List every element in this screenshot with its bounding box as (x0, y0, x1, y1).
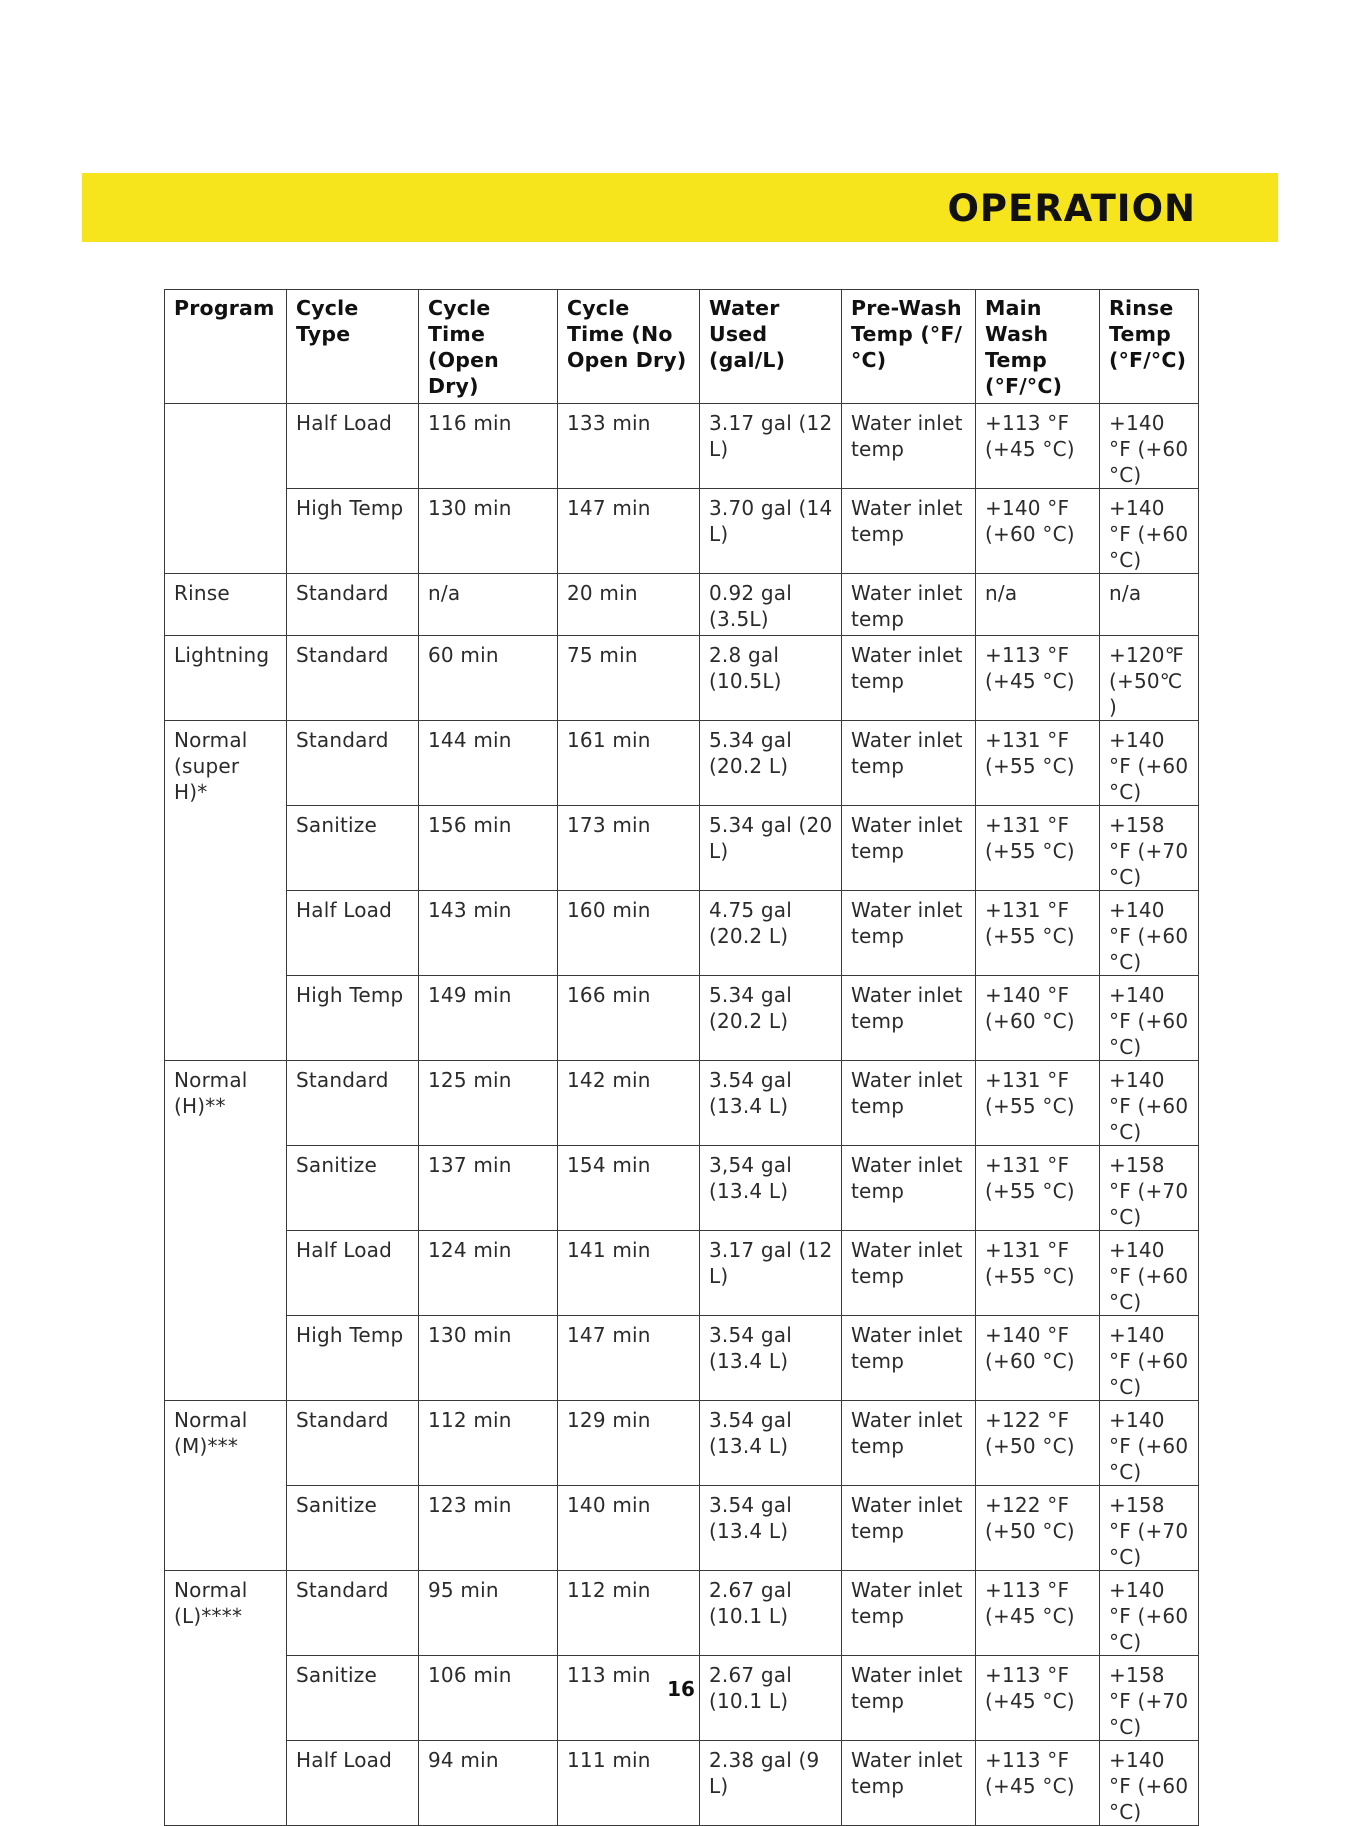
pre-wash-temp-cell: Water inlet temp (842, 1401, 976, 1486)
table-header-row (165, 290, 1199, 404)
cycle-time-open-dry-cell: 143 min (419, 891, 558, 976)
cycle-time-no-open-dry-cell: 133 min (558, 404, 700, 489)
table-row (165, 1061, 1199, 1146)
column-header-water-used: Water Used (gal/L) (700, 290, 842, 404)
pre-wash-temp-cell: Water inlet temp (842, 1316, 976, 1401)
table-row (165, 1486, 1199, 1571)
water-used-cell: 3.17 gal (12 L) (700, 1231, 842, 1316)
main-wash-temp-cell: +122 °F (+50 °C) (976, 1486, 1100, 1571)
water-used-cell: 3.54 gal (13.4 L) (700, 1401, 842, 1486)
cycle-time-no-open-dry-cell: 160 min (558, 891, 700, 976)
rinse-temp-cell: +140 °F (+60 °C) (1100, 1231, 1199, 1316)
pre-wash-temp-cell: Water inlet temp (842, 806, 976, 891)
rinse-temp-cell: +120℉ (+50℃ ) (1100, 636, 1199, 721)
main-wash-temp-cell: +113 °F (+45 °C) (976, 1571, 1100, 1656)
column-header-main-wash-temp: Main Wash Temp (°F/°C) (976, 290, 1100, 404)
cycle-time-no-open-dry-cell: 75 min (558, 636, 700, 721)
pre-wash-temp-cell: Water inlet temp (842, 976, 976, 1061)
cycle-type-cell: High Temp (287, 489, 419, 574)
table-row (165, 1741, 1199, 1826)
cycle-type-cell: Standard (287, 574, 419, 636)
table-row (165, 636, 1199, 721)
program-cell: Normal (M)*** (165, 1401, 287, 1571)
main-wash-temp-cell: +140 °F (+60 °C) (976, 1316, 1100, 1401)
pre-wash-temp-cell: Water inlet temp (842, 1741, 976, 1826)
section-title: OPERATION (947, 187, 1196, 230)
main-wash-temp-cell: +113 °F (+45 °C) (976, 636, 1100, 721)
pre-wash-temp-cell: Water inlet temp (842, 404, 976, 489)
cycle-time-open-dry-cell: 95 min (419, 1571, 558, 1656)
rinse-temp-cell: +158 °F (+70 °C) (1100, 1486, 1199, 1571)
cycle-time-no-open-dry-cell: 112 min (558, 1571, 700, 1656)
cycle-type-cell: High Temp (287, 976, 419, 1061)
main-wash-temp-cell: +131 °F (+55 °C) (976, 806, 1100, 891)
water-used-cell: 3.54 gal (13.4 L) (700, 1316, 842, 1401)
main-wash-temp-cell: +140 °F (+60 °C) (976, 489, 1100, 574)
water-used-cell: 5.34 gal (20.2 L) (700, 721, 842, 806)
water-used-cell: 3.70 gal (14 L) (700, 489, 842, 574)
rinse-temp-cell: +140 °F (+60 °C) (1100, 891, 1199, 976)
page-number: 16 (667, 1677, 695, 1701)
cycle-type-cell: Sanitize (287, 806, 419, 891)
water-used-cell: 5.34 gal (20 L) (700, 806, 842, 891)
cycle-time-open-dry-cell: 149 min (419, 976, 558, 1061)
cycle-time-no-open-dry-cell: 142 min (558, 1061, 700, 1146)
cycle-time-no-open-dry-cell: 20 min (558, 574, 700, 636)
pre-wash-temp-cell: Water inlet temp (842, 489, 976, 574)
cycle-time-open-dry-cell: 94 min (419, 1741, 558, 1826)
cycle-type-cell: Sanitize (287, 1486, 419, 1571)
main-wash-temp-cell: +122 °F (+50 °C) (976, 1401, 1100, 1486)
cycle-time-no-open-dry-cell: 154 min (558, 1146, 700, 1231)
cycle-time-no-open-dry-cell: 147 min (558, 489, 700, 574)
cycle-type-cell: Standard (287, 636, 419, 721)
cycle-time-no-open-dry-cell: 129 min (558, 1401, 700, 1486)
rinse-temp-cell: +140 °F (+60 °C) (1100, 1571, 1199, 1656)
rinse-temp-cell: n/a (1100, 574, 1199, 636)
water-used-cell: 5.34 gal (20.2 L) (700, 976, 842, 1061)
column-header-cycle-time-no-open-dry: Cycle Time (No Open Dry) (558, 290, 700, 404)
cycle-type-cell: Half Load (287, 404, 419, 489)
cycle-type-cell: High Temp (287, 1316, 419, 1401)
column-header-rinse-temp: Rinse Temp (°F/°C) (1100, 290, 1199, 404)
main-wash-temp-cell: +113 °F (+45 °C) (976, 404, 1100, 489)
cycle-time-open-dry-cell: 125 min (419, 1061, 558, 1146)
main-wash-temp-cell: +140 °F (+60 °C) (976, 976, 1100, 1061)
water-used-cell: 4.75 gal (20.2 L) (700, 891, 842, 976)
program-cell: Normal (super H)* (165, 721, 287, 1061)
cycle-type-cell: Standard (287, 1571, 419, 1656)
table-row (165, 404, 1199, 489)
program-cell: Lightning (165, 636, 287, 721)
water-used-cell: 0.92 gal (3.5L) (700, 574, 842, 636)
cycle-time-open-dry-cell: 123 min (419, 1486, 558, 1571)
table-row (165, 1231, 1199, 1316)
pre-wash-temp-cell: Water inlet temp (842, 574, 976, 636)
rinse-temp-cell: +140 °F (+60 °C) (1100, 976, 1199, 1061)
main-wash-temp-cell: n/a (976, 574, 1100, 636)
table-row (165, 574, 1199, 636)
cycle-type-cell: Sanitize (287, 1656, 419, 1741)
cycle-time-no-open-dry-cell: 147 min (558, 1316, 700, 1401)
table-row (165, 806, 1199, 891)
cycle-time-open-dry-cell: 106 min (419, 1656, 558, 1741)
cycle-time-open-dry-cell: 130 min (419, 489, 558, 574)
table-row (165, 891, 1199, 976)
table-row (165, 489, 1199, 574)
pre-wash-temp-cell: Water inlet temp (842, 1571, 976, 1656)
water-used-cell: 2.67 gal (10.1 L) (700, 1571, 842, 1656)
rinse-temp-cell: +140 °F (+60 °C) (1100, 1061, 1199, 1146)
pre-wash-temp-cell: Water inlet temp (842, 1656, 976, 1741)
main-wash-temp-cell: +131 °F (+55 °C) (976, 1146, 1100, 1231)
table-row (165, 721, 1199, 806)
main-wash-temp-cell: +131 °F (+55 °C) (976, 1061, 1100, 1146)
table-row (165, 1571, 1199, 1656)
main-wash-temp-cell: +113 °F (+45 °C) (976, 1656, 1100, 1741)
cycle-time-open-dry-cell: 156 min (419, 806, 558, 891)
rinse-temp-cell: +140 °F (+60 °C) (1100, 404, 1199, 489)
cycle-time-open-dry-cell: n/a (419, 574, 558, 636)
rinse-temp-cell: +158 °F (+70 °C) (1100, 1656, 1199, 1741)
rinse-temp-cell: +140 °F (+60 °C) (1100, 1316, 1199, 1401)
pre-wash-temp-cell: Water inlet temp (842, 1146, 976, 1231)
water-used-cell: 2.67 gal (10.1 L) (700, 1656, 842, 1741)
table-row (165, 1401, 1199, 1486)
table-row (165, 1146, 1199, 1231)
water-used-cell: 3.54 gal (13.4 L) (700, 1061, 842, 1146)
cycle-time-no-open-dry-cell: 111 min (558, 1741, 700, 1826)
water-used-cell: 2.38 gal (9 L) (700, 1741, 842, 1826)
cycle-time-open-dry-cell: 144 min (419, 721, 558, 806)
program-cell: Normal (L)**** (165, 1571, 287, 1826)
pre-wash-temp-cell: Water inlet temp (842, 1486, 976, 1571)
table-row (165, 976, 1199, 1061)
section-banner (82, 173, 1278, 242)
pre-wash-temp-cell: Water inlet temp (842, 636, 976, 721)
rinse-temp-cell: +140 °F (+60 °C) (1100, 1741, 1199, 1826)
water-used-cell: 3,54 gal (13.4 L) (700, 1146, 842, 1231)
cycle-time-open-dry-cell: 60 min (419, 636, 558, 721)
column-header-cycle-type: Cycle Type (287, 290, 419, 404)
program-cell (165, 404, 287, 574)
pre-wash-temp-cell: Water inlet temp (842, 1061, 976, 1146)
cycle-time-open-dry-cell: 137 min (419, 1146, 558, 1231)
rinse-temp-cell: +140 °F (+60 °C) (1100, 489, 1199, 574)
cycle-time-open-dry-cell: 124 min (419, 1231, 558, 1316)
column-header-program: Program (165, 290, 287, 404)
water-used-cell: 3.54 gal (13.4 L) (700, 1486, 842, 1571)
main-wash-temp-cell: +131 °F (+55 °C) (976, 1231, 1100, 1316)
cycle-time-open-dry-cell: 112 min (419, 1401, 558, 1486)
cycle-type-cell: Standard (287, 1061, 419, 1146)
pre-wash-temp-cell: Water inlet temp (842, 891, 976, 976)
cycle-spec-table (164, 289, 1199, 1826)
cycle-type-cell: Standard (287, 721, 419, 806)
cycle-time-no-open-dry-cell: 173 min (558, 806, 700, 891)
cycle-time-no-open-dry-cell: 166 min (558, 976, 700, 1061)
rinse-temp-cell: +140 °F (+60 °C) (1100, 1401, 1199, 1486)
rinse-temp-cell: +158 °F (+70 °C) (1100, 1146, 1199, 1231)
cycle-type-cell: Half Load (287, 1231, 419, 1316)
program-cell: Normal (H)** (165, 1061, 287, 1401)
cycle-type-cell: Sanitize (287, 1146, 419, 1231)
main-wash-temp-cell: +131 °F (+55 °C) (976, 721, 1100, 806)
main-wash-temp-cell: +113 °F (+45 °C) (976, 1741, 1100, 1826)
cycle-time-no-open-dry-cell: 113 min (558, 1656, 700, 1741)
cycle-time-no-open-dry-cell: 141 min (558, 1231, 700, 1316)
cycle-type-cell: Standard (287, 1401, 419, 1486)
cycle-time-no-open-dry-cell: 161 min (558, 721, 700, 806)
cycle-time-no-open-dry-cell: 140 min (558, 1486, 700, 1571)
cycle-time-open-dry-cell: 116 min (419, 404, 558, 489)
rinse-temp-cell: +158 °F (+70 °C) (1100, 806, 1199, 891)
table-row (165, 1316, 1199, 1401)
rinse-temp-cell: +140 °F (+60 °C) (1100, 721, 1199, 806)
cycle-time-open-dry-cell: 130 min (419, 1316, 558, 1401)
pre-wash-temp-cell: Water inlet temp (842, 1231, 976, 1316)
program-cell: Rinse (165, 574, 287, 636)
column-header-pre-wash-temp: Pre-Wash Temp (°F/°C) (842, 290, 976, 404)
table-body (165, 404, 1199, 1826)
pre-wash-temp-cell: Water inlet temp (842, 721, 976, 806)
column-header-cycle-time-open-dry: Cycle Time (Open Dry) (419, 290, 558, 404)
main-wash-temp-cell: +131 °F (+55 °C) (976, 891, 1100, 976)
water-used-cell: 2.8 gal (10.5L) (700, 636, 842, 721)
cycle-type-cell: Half Load (287, 1741, 419, 1826)
water-used-cell: 3.17 gal (12 L) (700, 404, 842, 489)
cycle-type-cell: Half Load (287, 891, 419, 976)
